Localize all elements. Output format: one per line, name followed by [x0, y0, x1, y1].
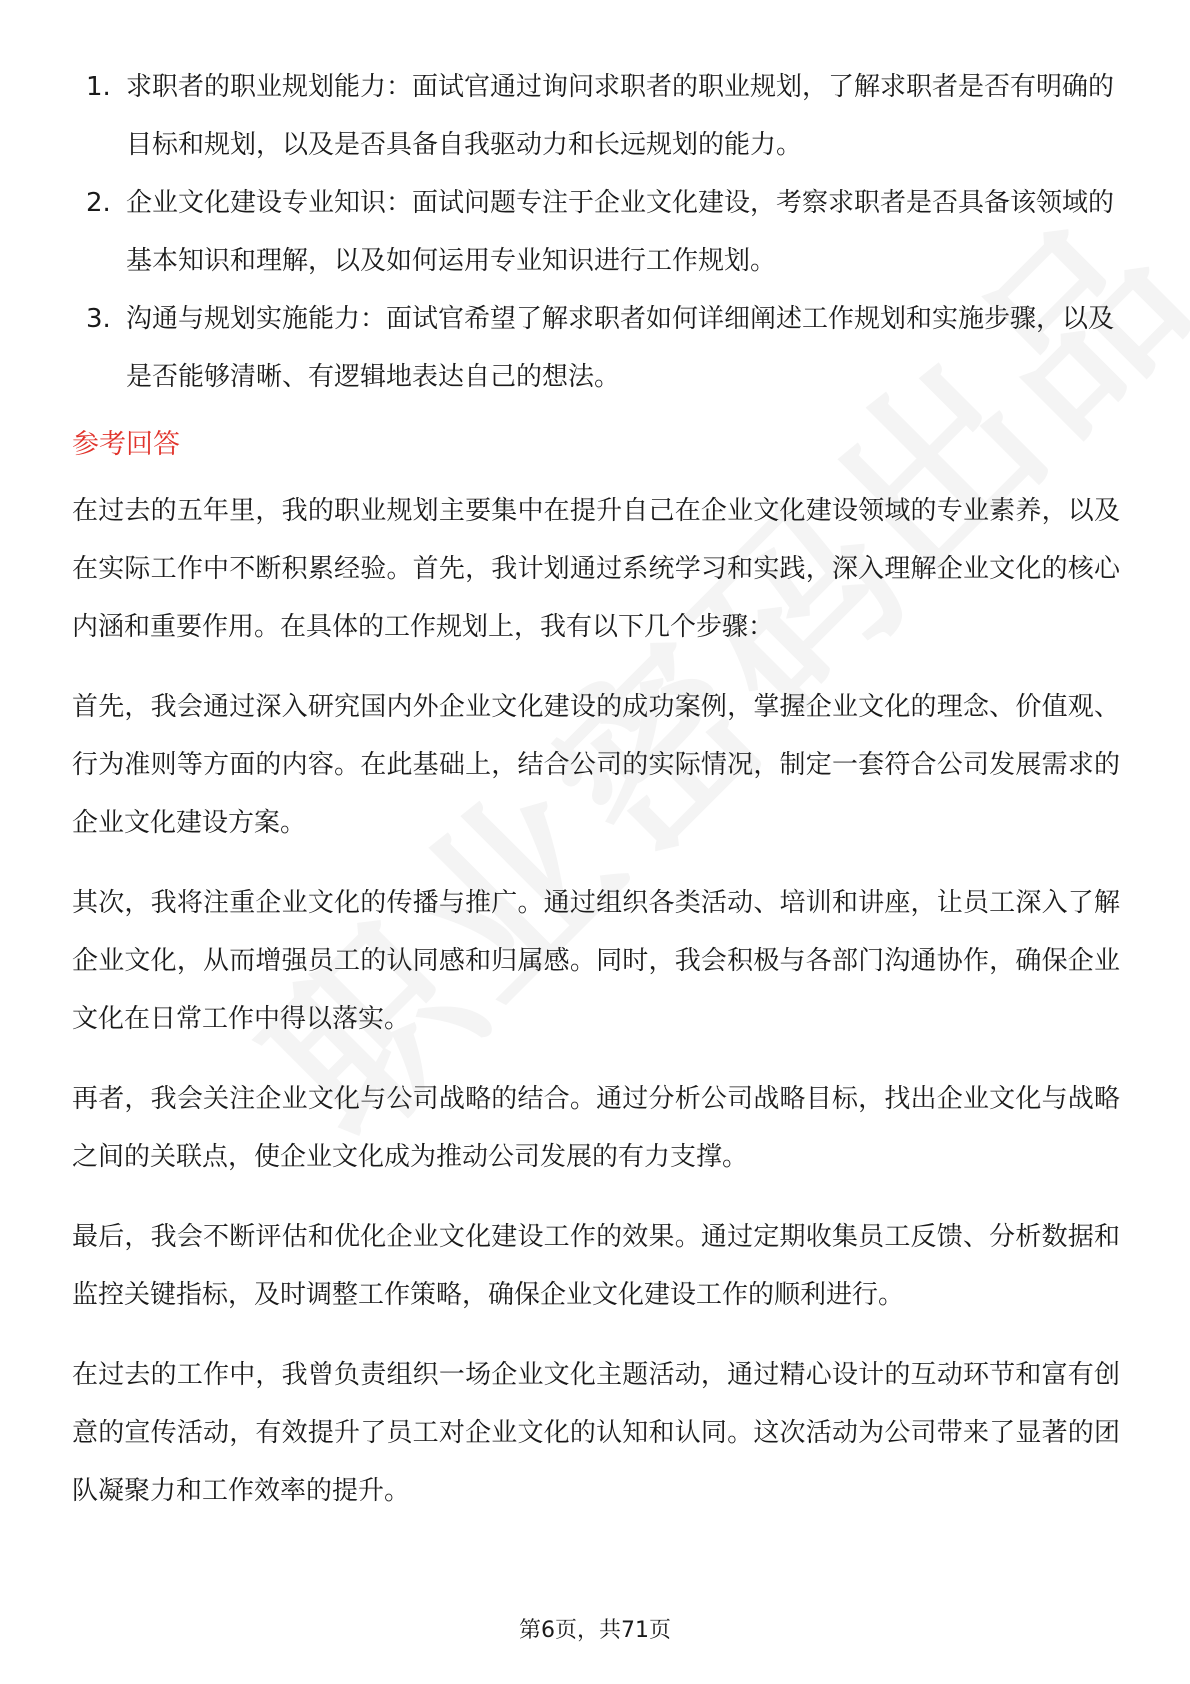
answer-paragraph-3: 其次，我将注重企业文化的传播与推广。通过组织各类活动、培训和讲座，让员工深入了解企业文化，从而增强员工的认同感和归属感。同时，我会积极与各部门沟通协作，确保企业文化在日常工作中得以落实。	[72, 888, 1120, 1034]
answer-paragraph-2: 首先，我会通过深入研究国内外企业文化建设的成功案例，掌握企业文化的理念、价值观、行为准则等方面的内容。在此基础上，结合公司的实际情况，制定一套符合公司发展需求的企业文化建设方案。	[72, 692, 1120, 838]
answer-paragraph-5: 最后，我会不断评估和优化企业文化建设工作的效果。通过定期收集员工反馈、分析数据和监控关键指标，及时调整工作策略，确保企业文化建设工作的顺利进行。	[72, 1222, 1120, 1310]
focus-item-3	[72, 290, 1120, 406]
page-content	[72, 58, 1120, 1542]
answer-paragraph-6: 在过去的工作中，我曾负责组织一场企业文化主题活动，通过精心设计的互动环节和富有创意的宣传活动，有效提升了员工对企业文化的认知和认同。这次活动为公司带来了显著的团队凝聚力和工作效率的提升。	[72, 1360, 1120, 1506]
focus-item-2	[72, 174, 1120, 290]
page-number-label: 第6页，共71页	[519, 1618, 671, 1643]
page-footer	[0, 1613, 1190, 1644]
focus-item-text: 企业文化建设专业知识：面试问题专注于企业文化建设，考察求职者是否具备该领域的基本知识和理解，以及如何运用专业知识进行工作规划。	[126, 188, 1115, 276]
focus-list	[72, 58, 1120, 406]
focus-item-1	[72, 58, 1120, 174]
focus-item-number: 2.	[86, 188, 111, 218]
answer-paragraph-1: 在过去的五年里，我的职业规划主要集中在提升自己在企业文化建设领域的专业素养，以及在实际工作中不断积累经验。首先，我计划通过系统学习和实践，深入理解企业文化的核心内涵和重要作用。在具体的工作规划上，我有以下几个步骤：	[72, 496, 1120, 642]
focus-item-text: 求职者的职业规划能力：面试官通过询问求职者的职业规划，了解求职者是否有明确的目标和规划，以及是否具备自我驱动力和长远规划的能力。	[126, 72, 1115, 160]
answer-paragraph-4: 再者，我会关注企业文化与公司战略的结合。通过分析公司战略目标，找出企业文化与战略之间的关联点，使企业文化成为推动公司发展的有力支撑。	[72, 1084, 1120, 1172]
focus-item-text: 沟通与规划实施能力：面试官希望了解求职者如何详细阐述工作规划和实施步骤，以及是否能够清晰、有逻辑地表达自己的想法。	[126, 304, 1115, 392]
focus-item-number: 1.	[86, 72, 111, 102]
focus-item-number: 3.	[86, 304, 111, 334]
answer-heading: 参考回答	[72, 429, 180, 460]
